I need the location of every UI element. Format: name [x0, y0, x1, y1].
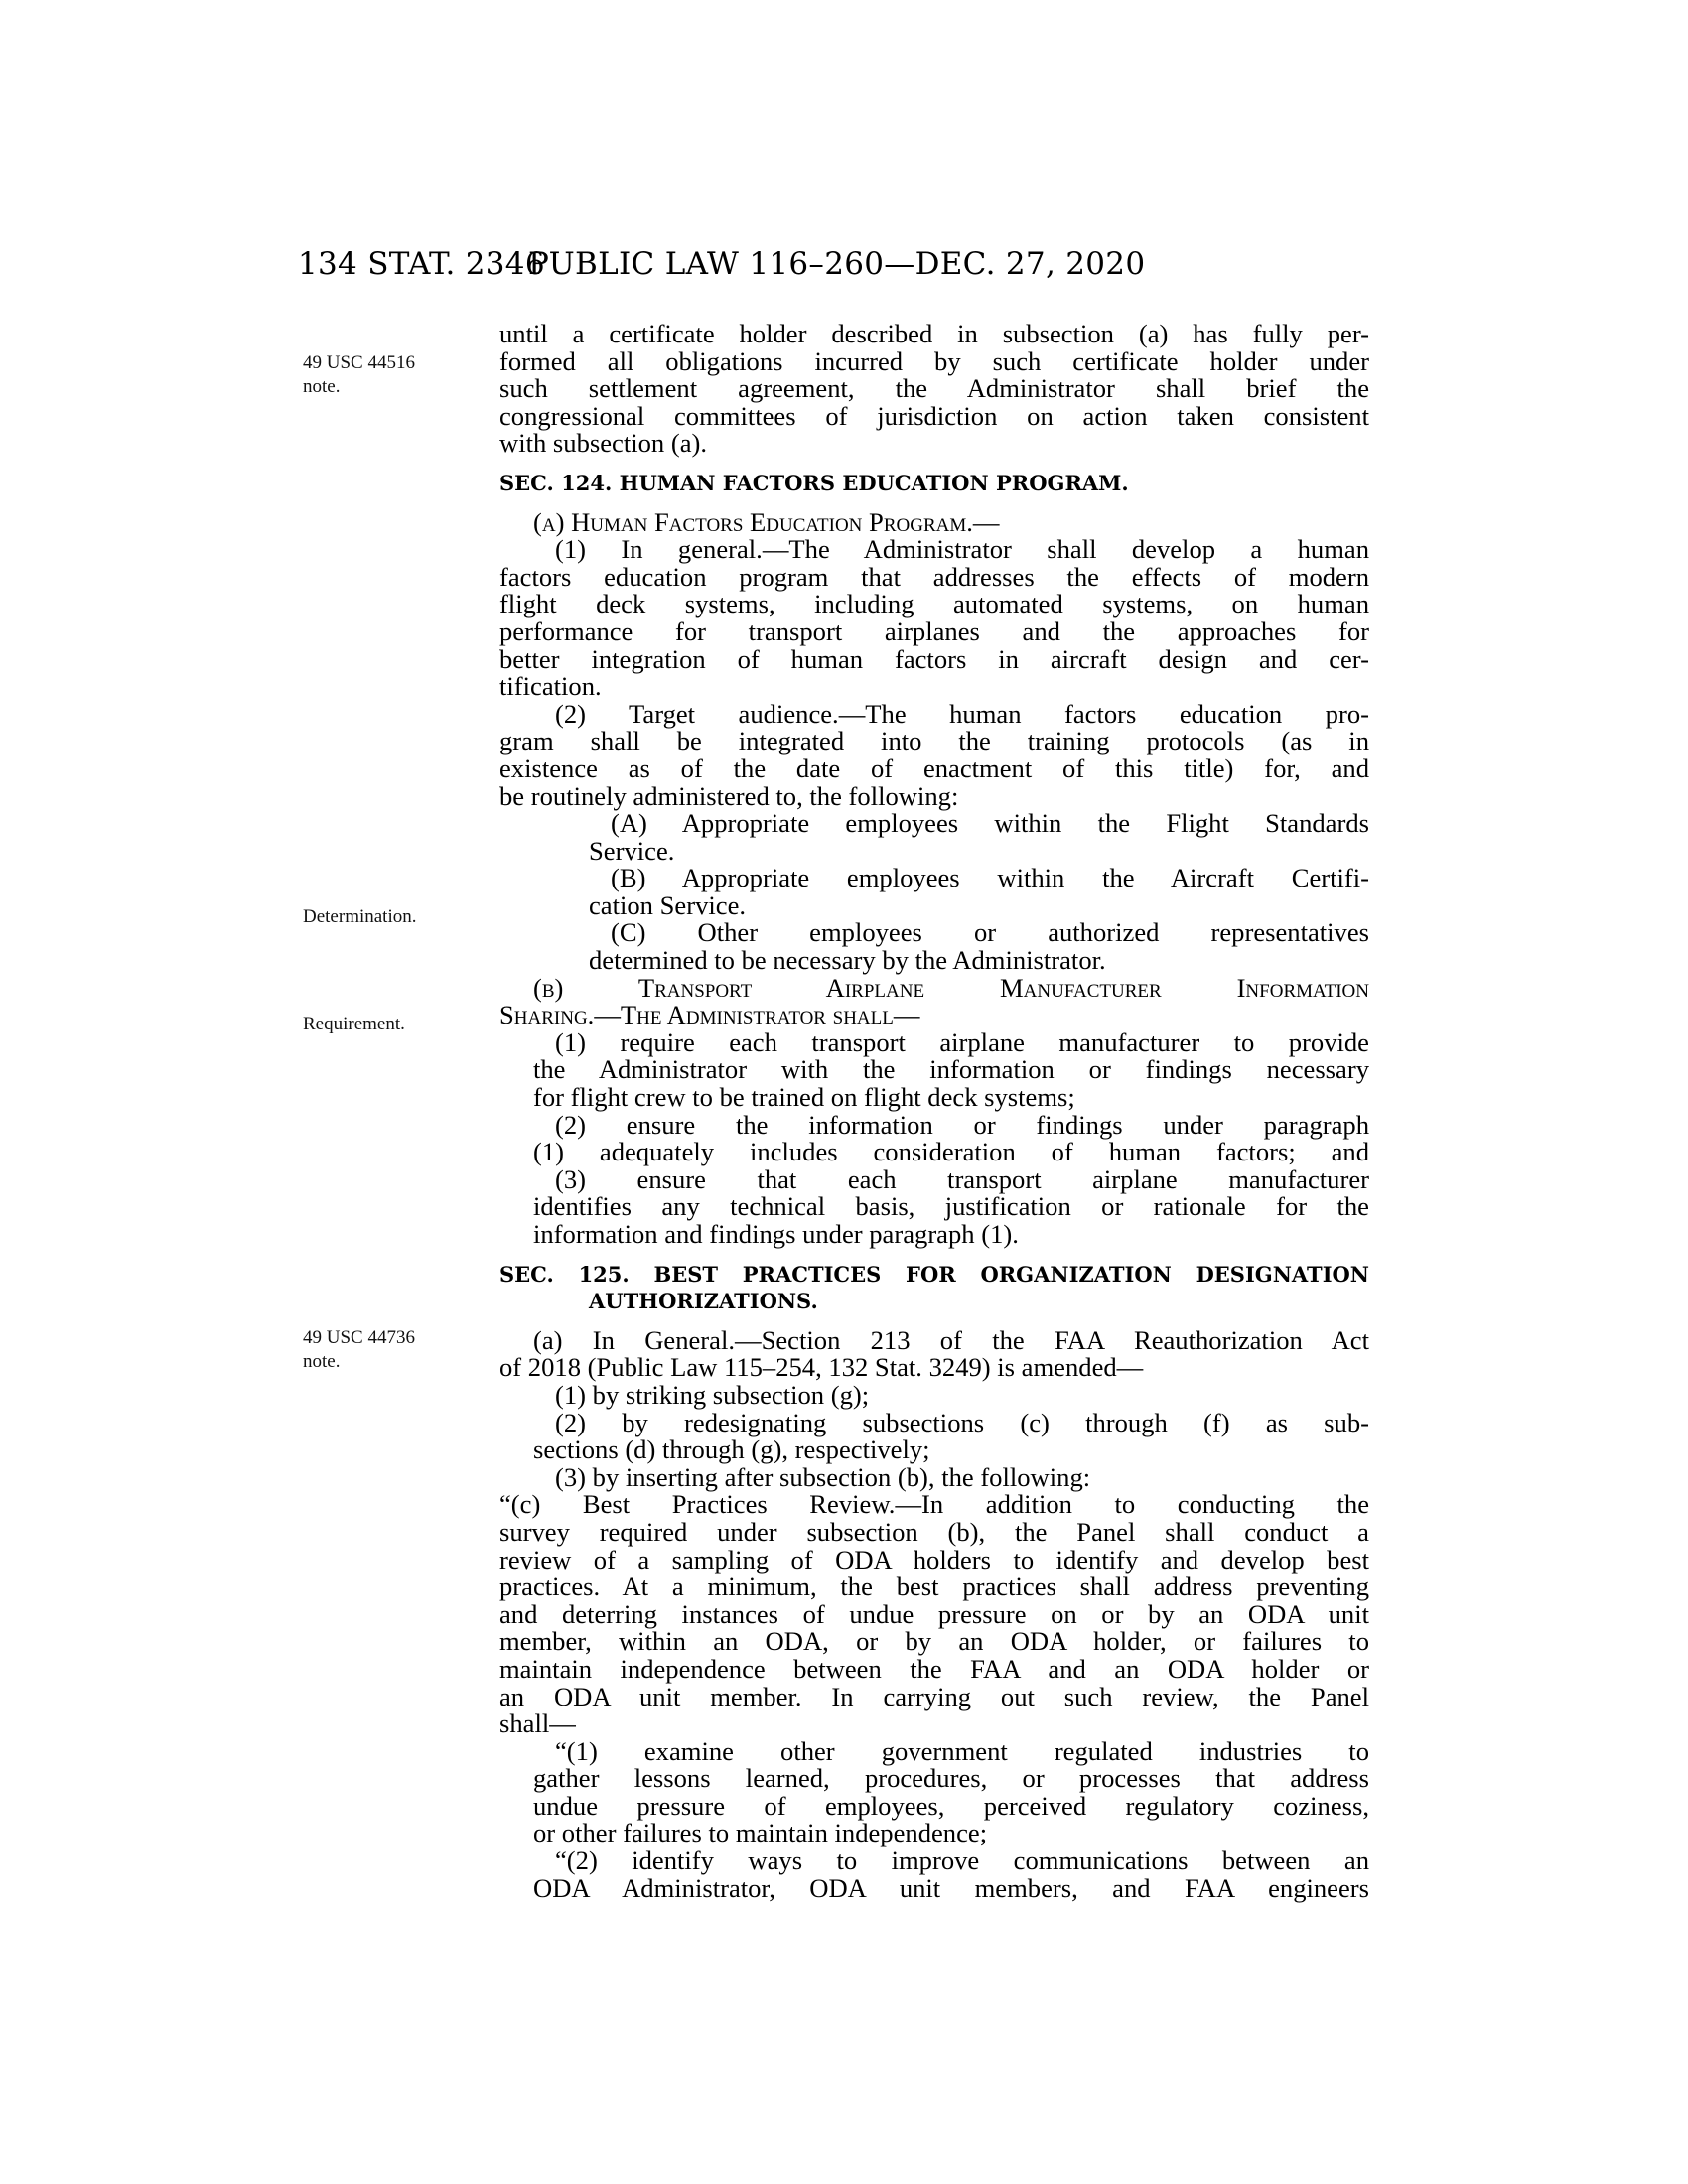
text-line: factors education program that addresses the effects of modern [499, 561, 1369, 592]
text-line: existence as of the date of enactment of this title) for, and [499, 752, 1369, 783]
text-line: undue pressure of employees, perceived regulatory coziness, [533, 1790, 1369, 1821]
text-line: (A) Appropriate employees within the Flight Standards [611, 808, 1369, 839]
text-line: (2) Target audience.—The human factors education pro- [555, 698, 1369, 729]
text-line: Sharing.—The Administrator shall— [499, 1000, 920, 1030]
text-line: of 2018 (Public Law 115–254, 132 Stat. 3249) is amended— [499, 1352, 1144, 1383]
text-line: (B) Appropriate employees within the Aircraft Certifi- [611, 863, 1369, 893]
text-line: an ODA unit member. In carrying out such review, the Panel [499, 1681, 1369, 1711]
text-line: flight deck systems, including automated systems, on human [499, 589, 1369, 619]
section-heading-125: SEC. 125. BEST PRACTICES FOR ORGANIZATION DESIGNATION [499, 1261, 1369, 1287]
text-line: and deterring instances of undue pressure on or by an ODA unit [499, 1598, 1369, 1629]
text-line: (a) In General.—Section 213 of the FAA Reauthorization Act [533, 1324, 1369, 1355]
margin-note-usc-44736 [303, 1326, 415, 1374]
text-line: determined to be necessary by the Administrator. [589, 945, 1106, 976]
text-line: (3) by inserting after subsection (b), the following: [555, 1461, 1091, 1492]
text-line: tification. [499, 671, 602, 702]
text-line: sections (d) through (g), respectively; [533, 1434, 930, 1465]
margin-note-citation: 49 USC 44516 [303, 352, 415, 373]
text-line: performance for transport airplanes and the approaches for [499, 615, 1369, 646]
text-line: Service. [589, 835, 675, 866]
text-line: member, within an ODA, or by an ODA holder, or failures to [499, 1626, 1369, 1657]
text-line: information and findings under paragraph (1). [533, 1219, 1019, 1249]
page-header [298, 246, 1370, 286]
text-line: gather lessons learned, procedures, or processes that address [533, 1763, 1369, 1794]
statute-page-number: 134 STAT. 2346 [298, 246, 545, 282]
text-line: the Administrator with the information or findings necessary [533, 1054, 1369, 1085]
margin-note-suffix: note. [303, 1351, 341, 1372]
text-line: with subsection (a). [499, 428, 708, 459]
text-line: for flight crew to be trained on flight deck systems; [533, 1082, 1075, 1113]
public-law-title: PUBLIC LAW 116–260—DEC. 27, 2020 [528, 246, 1146, 282]
text-line: (1) require each transport airplane manufacturer to provide [555, 1026, 1369, 1057]
text-line: maintain independence between the FAA and an ODA holder or [499, 1653, 1369, 1684]
text-line: (2) ensure the information or findings under paragraph [555, 1109, 1369, 1140]
margin-note-usc-44516 [303, 351, 415, 399]
text-line: practices. At a minimum, the best practices shall address preventing [499, 1571, 1369, 1602]
text-line: such settlement agreement, the Administrator shall brief the [499, 373, 1369, 404]
margin-note-suffix: note. [303, 376, 341, 397]
text-line: until a certificate holder described in subsection (a) has fully per- [499, 319, 1369, 348]
text-line: “(1) examine other government regulated industries to [555, 1735, 1369, 1766]
text-line: (3) ensure that each transport airplane manufacturer [555, 1163, 1369, 1194]
text-line: “(c) Best Practices Review.—In addition to conducting the [499, 1489, 1369, 1520]
text-line: (2) by redesignating subsections (c) through (f) as sub- [555, 1407, 1369, 1437]
text-line: survey required under subsection (b), the Panel shall conduct a [499, 1516, 1369, 1547]
text-line: (1) adequately includes consideration of human factors; and [533, 1137, 1369, 1167]
text-line: “(2) identify ways to improve communications between an [555, 1845, 1369, 1876]
document-body [499, 321, 1369, 1902]
text-line: congressional committees of jurisdiction on action taken consistent [499, 400, 1369, 431]
section-heading-124: SEC. 124. HUMAN FACTORS EDUCATION PROGRAM. [499, 470, 1129, 495]
text-line: identifies any technical basis, justification or rationale for the [533, 1191, 1369, 1222]
margin-note-citation: 49 USC 44736 [303, 1327, 415, 1348]
text-line: cation Service. [589, 889, 747, 920]
text-line: gram shall be integrated into the training protocols (as in [499, 726, 1369, 756]
text-line: (1) by striking subsection (g); [555, 1379, 870, 1410]
text-line: or other failures to maintain independence; [533, 1818, 988, 1848]
section-heading-125-cont: AUTHORIZATIONS. [589, 1289, 818, 1314]
text-line: ODA Administrator, ODA unit members, and FAA engineers [533, 1872, 1369, 1903]
text-line: be routinely administered to, the following: [499, 780, 959, 811]
margin-note-requirement: Requirement. [303, 1014, 405, 1034]
text-line: (1) In general.—The Administrator shall develop a human [555, 534, 1369, 565]
text-line: better integration of human factors in aircraft design and cer- [499, 643, 1369, 674]
subsection-heading: (b) Transport Airplane Manufacturer Information [533, 972, 1369, 1003]
subsection-heading: (a) Human Factors Education Program.— [533, 506, 1000, 537]
text-line: formed all obligations incurred by such certificate holder under [499, 345, 1369, 376]
text-line: review of a sampling of ODA holders to identify and develop best [499, 1544, 1369, 1574]
text-line: shall— [499, 1708, 576, 1739]
paragraph-settlement-briefing [499, 321, 1369, 458]
margin-note-determination: Determination. [303, 906, 417, 927]
text-line: (C) Other employees or authorized representatives [611, 917, 1369, 948]
